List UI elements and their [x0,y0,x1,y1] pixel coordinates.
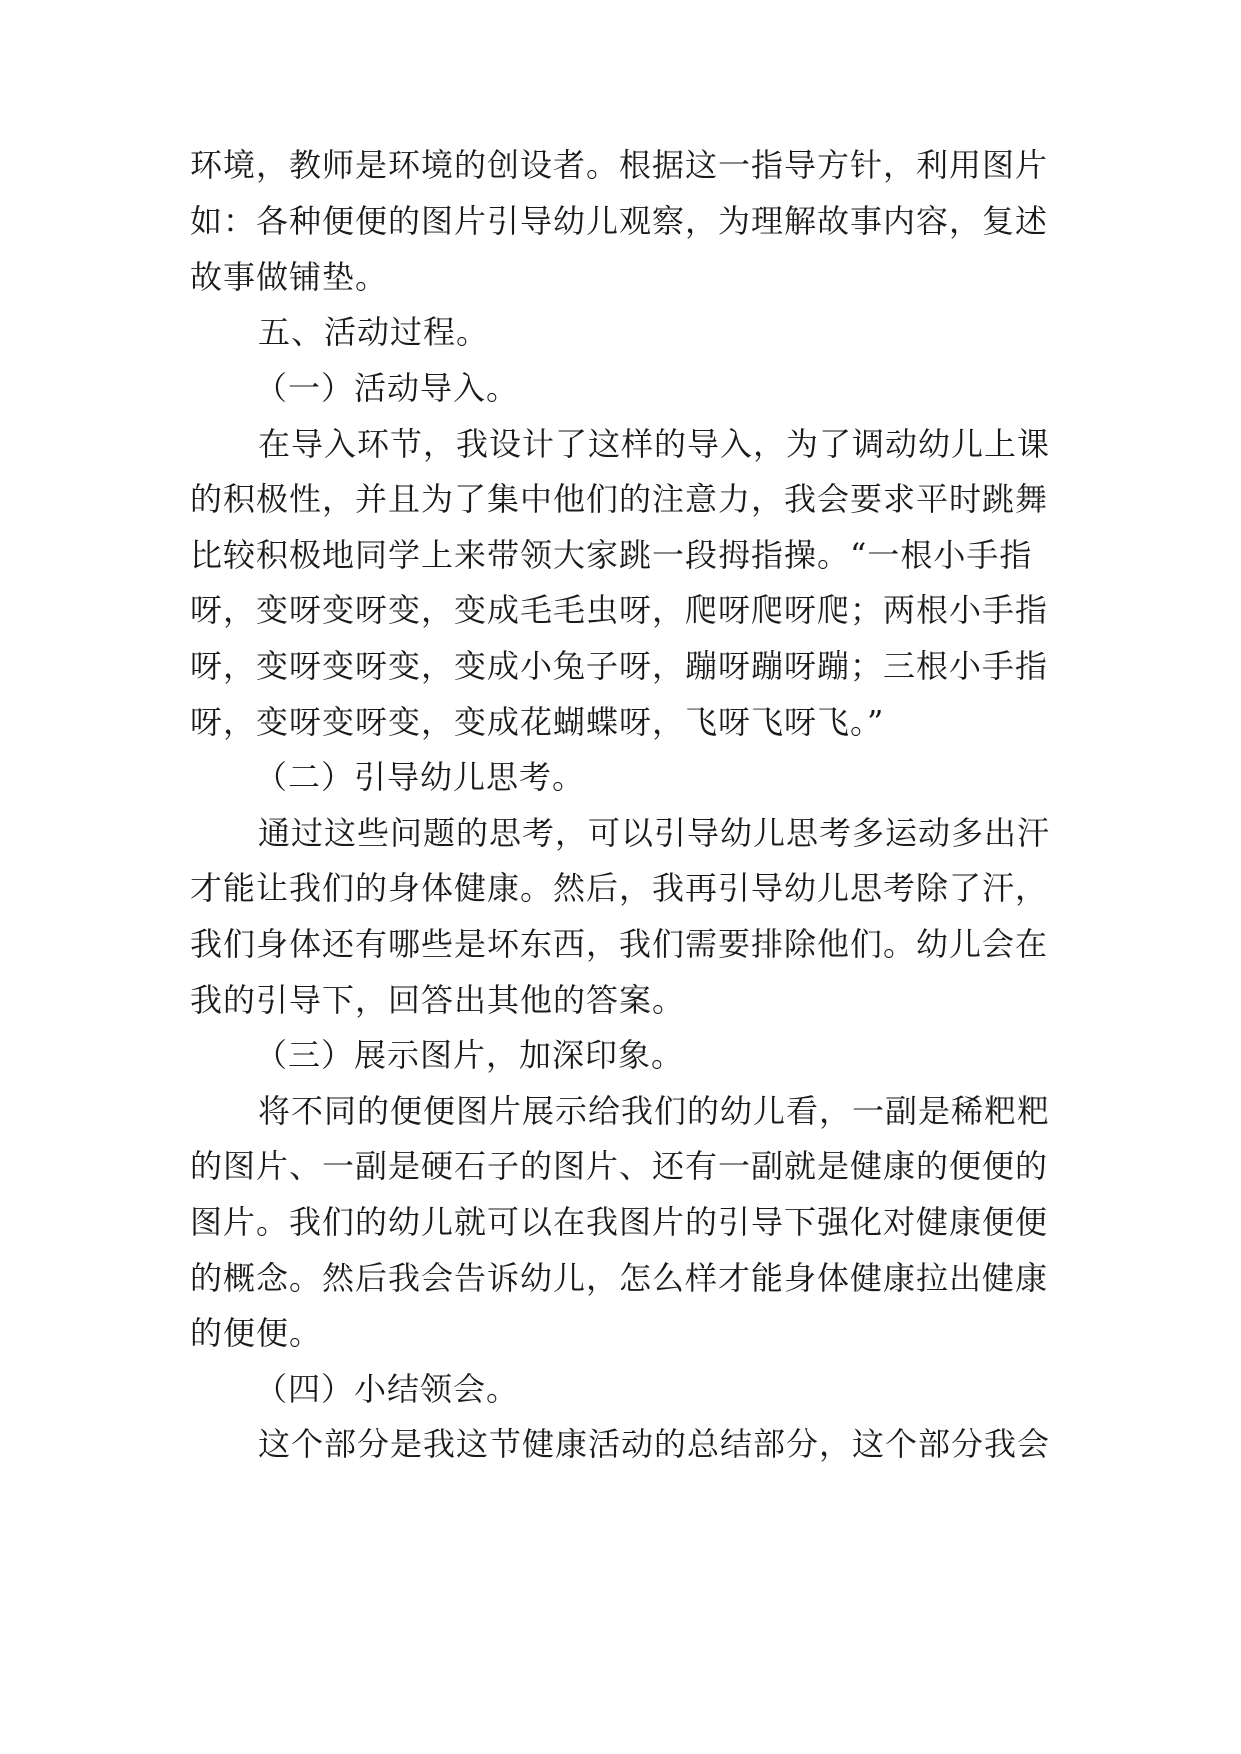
body-text-line: 将不同的便便图片展示给我们的幼儿看，一副是稀粑粑 [258,1092,1051,1130]
section-heading: 五、活动过程。 [258,313,490,351]
subsection-heading: （二）引导幼儿思考。 [255,758,586,796]
body-text-line: 这个部分是我这节健康活动的总结部分，这个部分我会 [258,1425,1051,1463]
body-text-line: 在导入环节，我设计了这样的导入，为了调动幼儿上课 [258,425,1051,463]
body-text-line: 我的引导下，回答出其他的答案。 [190,981,686,1019]
body-text-line: 通过这些问题的思考，可以引导幼儿思考多运动多出汗 [258,814,1051,852]
body-text-line: 图片。我们的幼儿就可以在我图片的引导下强化对健康便便 [190,1203,1049,1241]
body-text-line: 我们身体还有哪些是坏东西，我们需要排除他们。幼儿会在 [190,925,1049,963]
subsection-heading: （三）展示图片，加深印象。 [255,1036,685,1074]
body-text-line: 的图片、一副是硬石子的图片、还有一副就是健康的便便的 [190,1147,1049,1185]
body-text-line: 呀，变呀变呀变，变成花蝴蝶呀，飞呀飞呀飞。” [190,703,885,741]
body-text-line: 才能让我们的身体健康。然后，我再引导幼儿思考除了汗， [190,869,1049,907]
body-text-line: 呀，变呀变呀变，变成毛毛虫呀，爬呀爬呀爬；两根小手指 [190,591,1049,629]
body-text-line: 环境，教师是环境的创设者。根据这一指导方针，利用图片 [190,146,1049,184]
body-text-line: 故事做铺垫。 [190,258,389,296]
body-text-line: 的概念。然后我会告诉幼儿，怎么样才能身体健康拉出健康 [190,1259,1049,1297]
subsection-heading: （一）活动导入。 [255,369,520,407]
body-text-line: 呀，变呀变呀变，变成小兔子呀，蹦呀蹦呀蹦；三根小手指 [190,647,1049,685]
body-text-line: 的便便。 [190,1314,323,1352]
subsection-heading: （四）小结领会。 [255,1370,520,1408]
body-text-line: 的积极性，并且为了集中他们的注意力，我会要求平时跳舞 [190,480,1049,518]
body-text-line: 比较积极地同学上来带领大家跳一段拇指操。“一根小手指 [190,536,1033,574]
body-text-line: 如：各种便便的图片引导幼儿观察，为理解故事内容，复述 [190,202,1049,240]
